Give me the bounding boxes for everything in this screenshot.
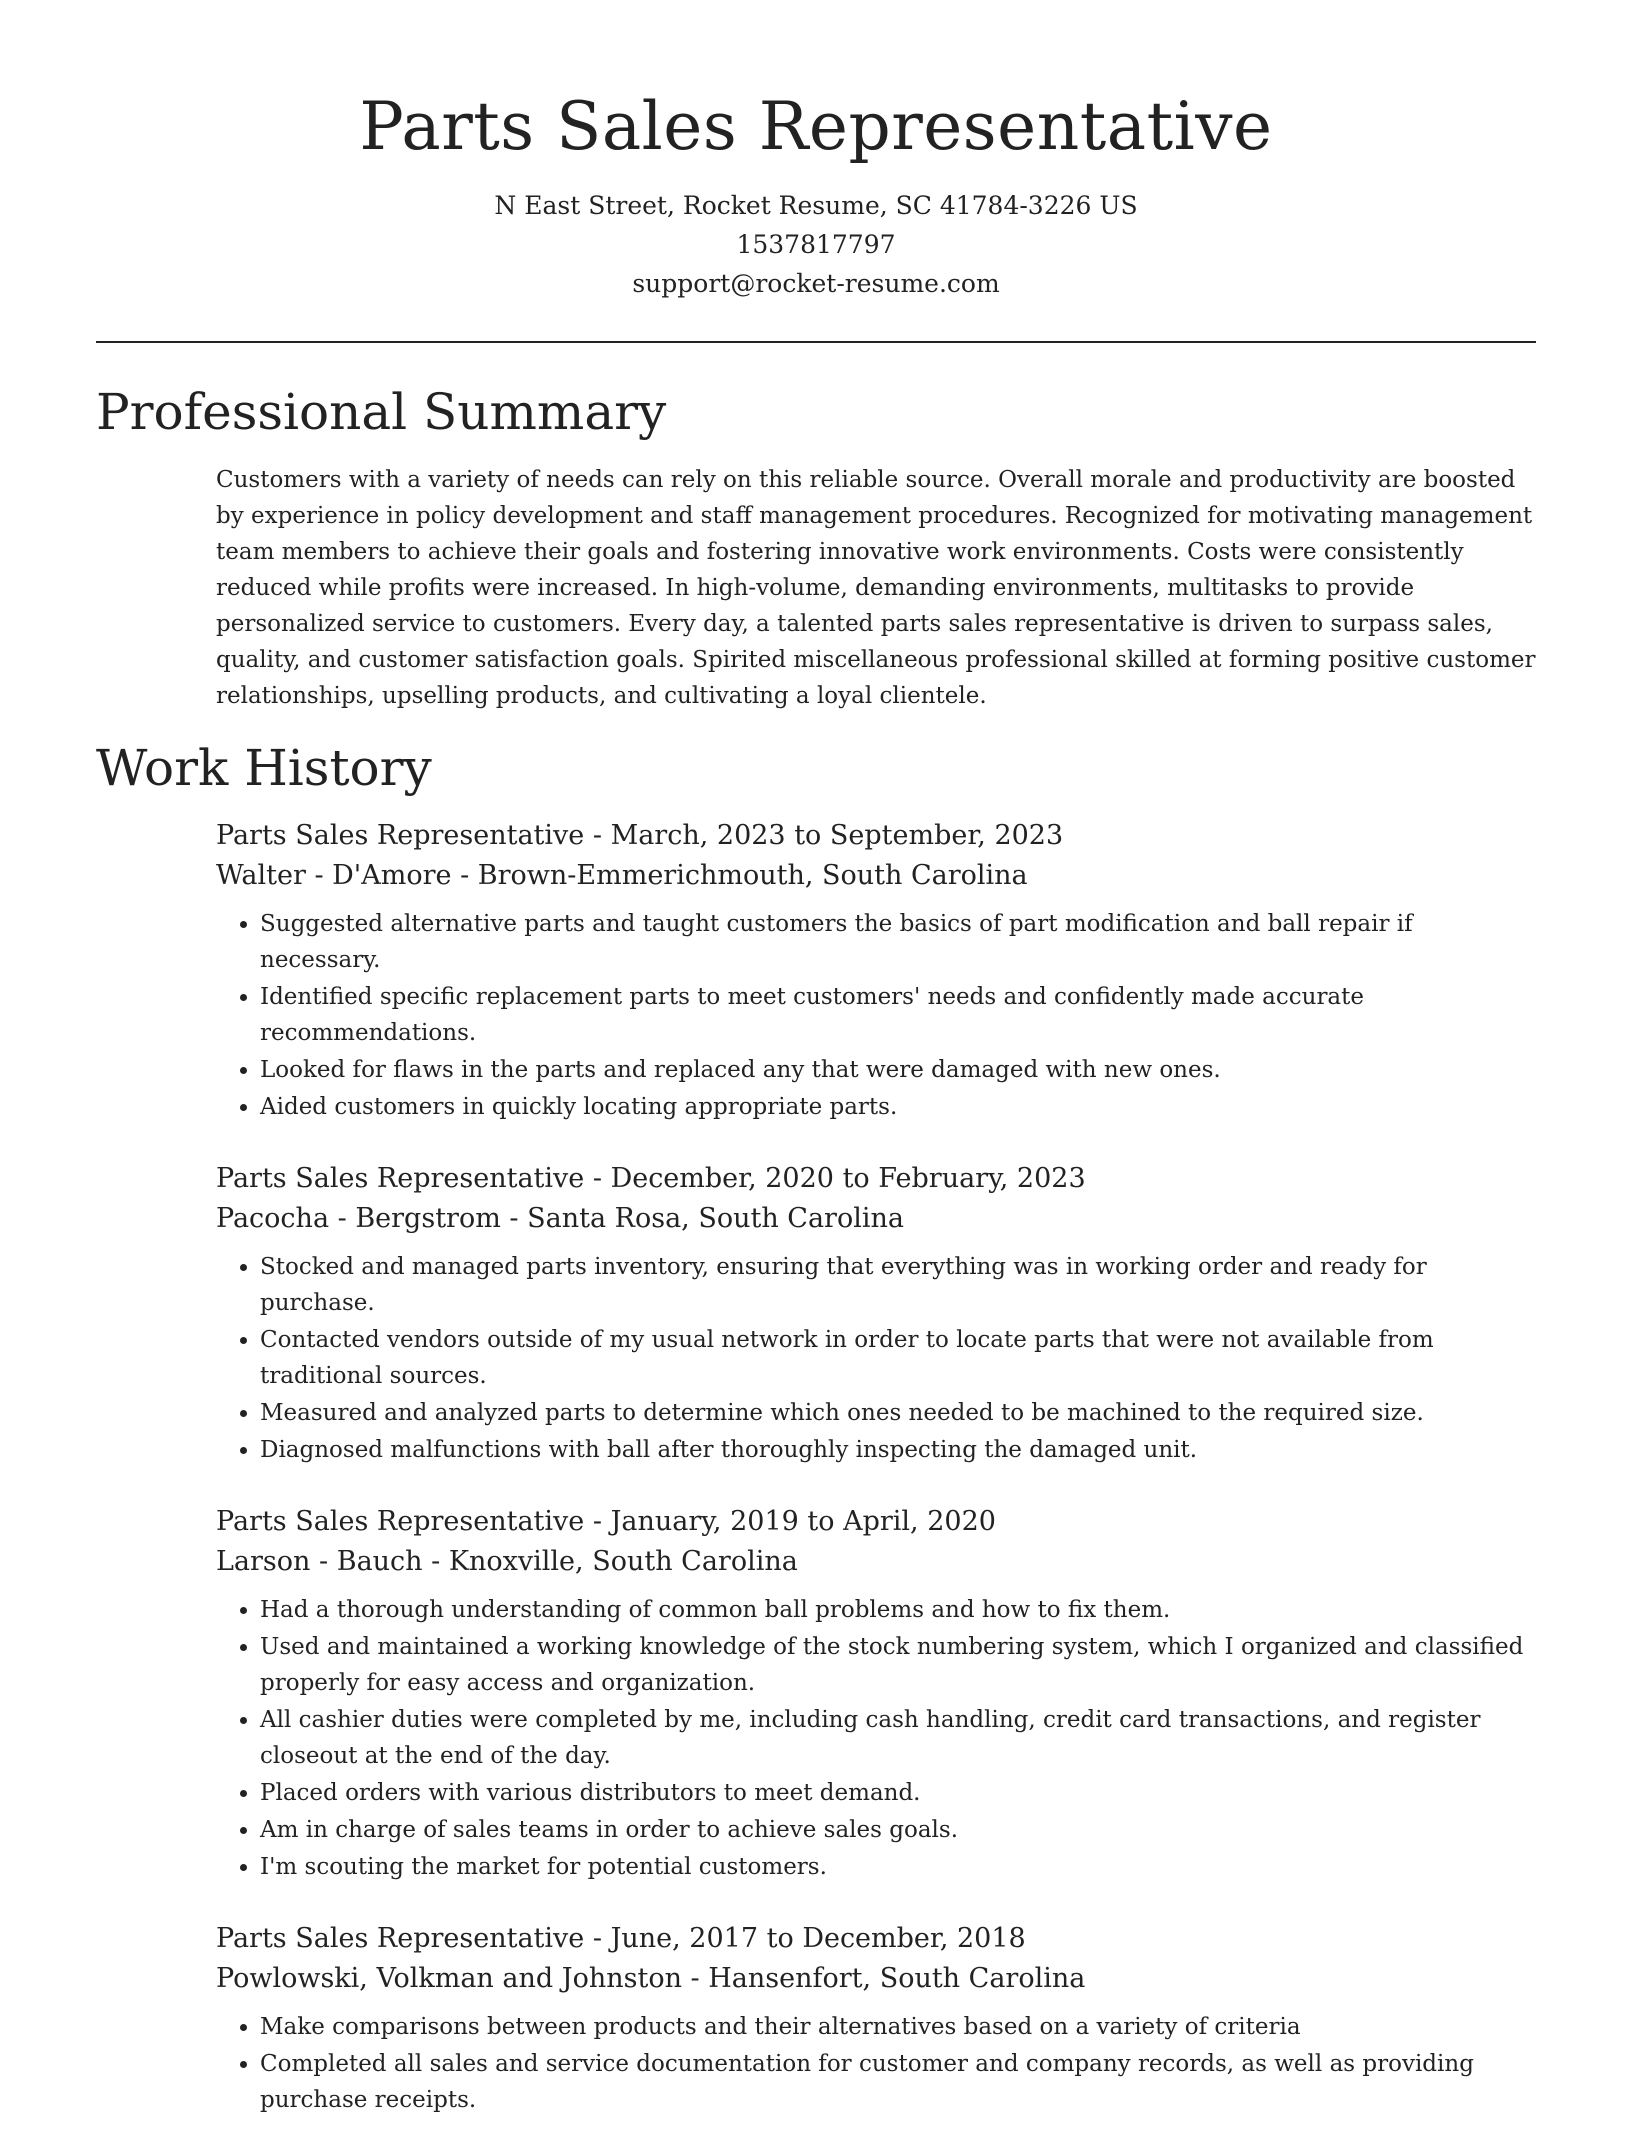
contact-phone: 1537817797 bbox=[736, 230, 896, 259]
job-role: Parts Sales Representative bbox=[216, 1163, 585, 1194]
job-company-line bbox=[216, 1959, 1536, 1999]
job-end-date: February, 2023 bbox=[878, 1163, 1086, 1194]
job-end-date: April, 2020 bbox=[843, 1506, 996, 1537]
job-entry bbox=[216, 1919, 1536, 2118]
separator: - bbox=[584, 1923, 611, 1954]
summary-heading: Professional Summary bbox=[96, 383, 667, 441]
work-history-list bbox=[216, 816, 1536, 2152]
job-duty-item: • Make comparisons between products and their alternatives based on a variety of criteria bbox=[260, 2009, 1536, 2045]
job-location: Brown-Emmerichmouth, South Carolina bbox=[477, 860, 1028, 891]
job-duty-item: • Contacted vendors outside of my usual network in order to locate parts that were not available from traditional sources. bbox=[260, 1322, 1536, 1394]
contact-address: N East Street, Rocket Resume, SC 41784-3226 US bbox=[494, 191, 1138, 220]
job-company-line bbox=[216, 1199, 1536, 1239]
work-history-heading: Work History bbox=[96, 739, 432, 797]
job-company: Larson - Bauch bbox=[216, 1546, 423, 1577]
date-joiner: to bbox=[758, 1923, 803, 1954]
job-company: Powlowski, Volkman and Johnston bbox=[216, 1963, 682, 1994]
job-role: Parts Sales Representative bbox=[216, 1923, 585, 1954]
separator: - bbox=[422, 1546, 449, 1577]
job-duties-list bbox=[216, 1592, 1536, 1885]
job-location: Hansenfort, South Carolina bbox=[708, 1963, 1086, 1994]
date-joiner: to bbox=[785, 820, 830, 851]
header-divider bbox=[96, 341, 1536, 343]
job-role: Parts Sales Representative bbox=[216, 820, 585, 851]
date-joiner: to bbox=[833, 1163, 879, 1194]
summary-text: Customers with a variety of needs can rely on this reliable source. Overall morale and productivity are boosted by experience in policy development and staff management procedures. Recognized for motivating management team members to achieve their goals and fostering innovative work environments. Costs were consistently reduced while profits were increased. In high-volume, demanding environments, multitasks to provide personalized service to customers. Every day, a talented parts sales representative is driven to surpass sales, quality, and customer satisfaction goals. Spirited miscellaneous professional skilled at forming positive customer relationships, upselling products, and cultivating a loyal clientele. bbox=[216, 467, 1536, 709]
contact-email: support@rocket-resume.com bbox=[632, 269, 1000, 298]
job-entry bbox=[216, 816, 1536, 1125]
job-duty-item: • Used and maintained a working knowledge of the stock numbering system, which I organized and classified properly for easy access and organization. bbox=[260, 1629, 1536, 1701]
job-location: Knoxville, South Carolina bbox=[448, 1546, 798, 1577]
date-joiner: to bbox=[798, 1506, 844, 1537]
separator: - bbox=[584, 1163, 611, 1194]
job-start-date: December, 2020 bbox=[610, 1163, 834, 1194]
job-start-date: January, 2019 bbox=[610, 1506, 799, 1537]
job-duties-list bbox=[216, 906, 1536, 1125]
job-duty-item: • Completed all sales and service documentation for customer and company records, as well as providing purchase receipts. bbox=[260, 2046, 1536, 2118]
job-duties-list bbox=[216, 1249, 1536, 1468]
job-start-date: March, 2023 bbox=[610, 820, 786, 851]
separator: - bbox=[451, 860, 478, 891]
separator: - bbox=[584, 1506, 611, 1537]
job-end-date: December, 2018 bbox=[802, 1923, 1026, 1954]
job-company: Pacocha - Bergstrom bbox=[216, 1203, 501, 1234]
candidate-name: Parts Sales Representative bbox=[359, 88, 1273, 165]
job-title-line bbox=[216, 816, 1536, 856]
job-duty-item: • All cashier duties were completed by me, including cash handling, credit card transactions, and register closeout at the end of the day. bbox=[260, 1702, 1536, 1774]
contact-block bbox=[0, 186, 1632, 303]
job-duty-item: • Diagnosed malfunctions with ball after thoroughly inspecting the damaged unit. bbox=[260, 1432, 1536, 1468]
job-duty-item: • Stocked and managed parts inventory, ensuring that everything was in working order and ready for purchase. bbox=[260, 1249, 1536, 1321]
job-title-line bbox=[216, 1919, 1536, 1959]
job-duty-item: • Am in charge of sales teams in order to achieve sales goals. bbox=[260, 1812, 1536, 1848]
job-duty-item: • I'm scouting the market for potential customers. bbox=[260, 1849, 1536, 1885]
resume-header bbox=[0, 0, 1632, 303]
job-title-line bbox=[216, 1159, 1536, 1199]
separator: - bbox=[681, 1963, 709, 1994]
job-duty-item: • Measured and analyzed parts to determine which ones needed to be machined to the required size. bbox=[260, 1395, 1536, 1431]
job-start-date: June, 2017 bbox=[610, 1923, 759, 1954]
job-company-line bbox=[216, 856, 1536, 896]
separator: - bbox=[500, 1203, 528, 1234]
job-entry bbox=[216, 1159, 1536, 1468]
job-duty-item: • Looked for flaws in the parts and replaced any that were damaged with new ones. bbox=[260, 1052, 1536, 1088]
job-entry bbox=[216, 1502, 1536, 1885]
job-end-date: September, 2023 bbox=[829, 820, 1064, 851]
job-duties-list bbox=[216, 2009, 1536, 2118]
job-title-line bbox=[216, 1502, 1536, 1542]
job-role: Parts Sales Representative bbox=[216, 1506, 585, 1537]
job-duty-item: • Aided customers in quickly locating appropriate parts. bbox=[260, 1089, 1536, 1125]
job-duty-item: • Had a thorough understanding of common ball problems and how to fix them. bbox=[260, 1592, 1536, 1628]
job-duty-item: • Identified specific replacement parts to meet customers' needs and confidently made accurate recommendations. bbox=[260, 979, 1536, 1051]
job-company-line bbox=[216, 1542, 1536, 1582]
separator: - bbox=[584, 820, 611, 851]
job-company: Walter - D'Amore bbox=[216, 860, 452, 891]
job-duty-item: • Placed orders with various distributors to meet demand. bbox=[260, 1775, 1536, 1811]
job-location: Santa Rosa, South Carolina bbox=[527, 1203, 904, 1234]
job-duty-item: • Suggested alternative parts and taught customers the basics of part modification and ball repair if necessary. bbox=[260, 906, 1536, 978]
